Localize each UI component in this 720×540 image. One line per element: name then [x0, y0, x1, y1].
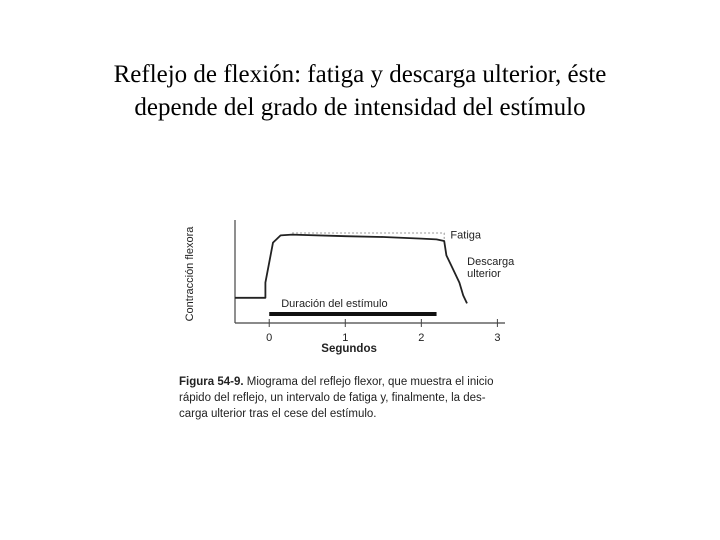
annotation-2: ulterior [467, 268, 501, 280]
caption-label: Figura 54-9. [179, 376, 244, 388]
x-tick-label-0: 0 [266, 332, 273, 344]
x-axis-label: Segundos [321, 343, 377, 355]
caption-line-2: rápido del reflejo, un intervalo de fatiga y, finalmente, la des- [179, 392, 486, 404]
stimulus-bar [269, 312, 436, 316]
slide-title [40, 58, 680, 124]
caption-text-1: Miograma del reflejo flexor, que muestra el inicio [246, 376, 494, 388]
chart-labels [184, 226, 515, 355]
y-axis-label: Contracción flexora [184, 226, 196, 322]
series-line-0 [235, 235, 467, 304]
figure-caption [179, 374, 564, 422]
annotation-1: Descarga [467, 256, 515, 268]
slide-title-line-1: Reflejo de flexión: fatiga y descarga ulterior, éste [113, 61, 607, 88]
x-tick-label-1: 1 [342, 332, 349, 344]
caption-line-3: carga ulterior tras el cese del estímulo. [179, 408, 377, 420]
caption-line-1 [179, 374, 564, 390]
slide-title-line-2: depende del grado de intensidad del estímulo [134, 94, 586, 121]
x-tick-label-2: 2 [418, 332, 425, 344]
stimulus-label: Duración del estímulo [281, 298, 388, 310]
x-tick-label-3: 3 [494, 332, 501, 344]
annotation-0: Fatiga [450, 229, 482, 242]
